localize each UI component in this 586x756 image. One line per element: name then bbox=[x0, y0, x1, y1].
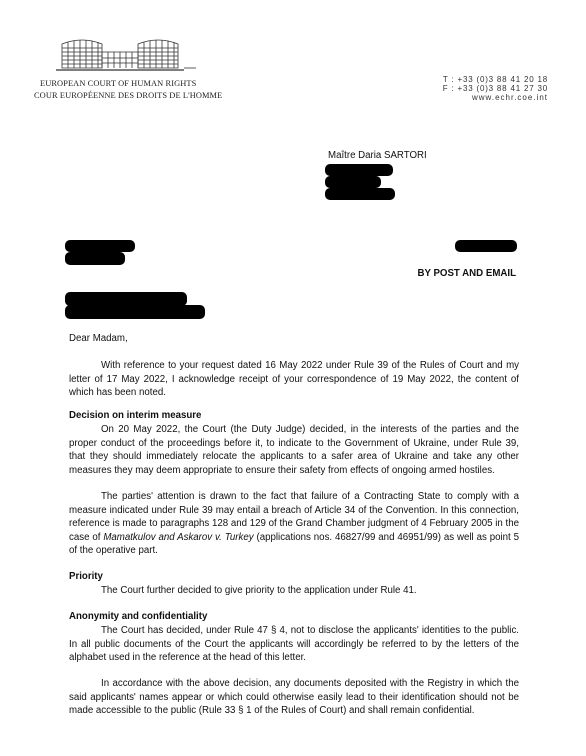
website-link[interactable]: www.echr.coe.int bbox=[471, 93, 548, 102]
redacted-address-line bbox=[325, 176, 381, 188]
anonymity-paragraph-2: In accordance with the above decision, any documents deposited with the Registry in which the said applicants' names appear or which could otherwise easily lead to their identification should not be made accessible to the public (Rule 33 § 1 of the Rules of Court) and shall remain confidential. bbox=[69, 678, 519, 717]
redacted-reference bbox=[65, 252, 125, 265]
interim-p2-text-b: (applications nos. 46827/99 and 46951/99) as well as point 5 of the operative part. bbox=[69, 531, 519, 557]
redacted-date bbox=[455, 240, 517, 252]
heading-anonymity: Anonymity and confidentiality bbox=[69, 611, 208, 622]
interim-paragraph-1: On 20 May 2022, the Court (the Duty Judge) decided, in the interests of the parties and the proper conduct of the proceedings before it, to indicate to the Government of Ukraine, under Rule 39, that they should immediately relocate the applicants to a safer area of Ukraine and take any other measures they may deem appropriate to ensure their safety from effects of ongoing armed hostiles. bbox=[69, 424, 519, 476]
court-name-en: EUROPEAN COURT OF HUMAN RIGHTS bbox=[40, 79, 197, 88]
anonymity-paragraph-1: The Court has decided, under Rule 47 § 4, not to disclose the applicants' identities to the public. In all public documents of the Court the applicants will accordingly be referred to by the letters of the alphabet used in the reference at the head of this letter. bbox=[69, 625, 519, 664]
contact-block bbox=[443, 75, 548, 102]
court-building-icon bbox=[52, 34, 200, 74]
heading-interim-measure: Decision on interim measure bbox=[69, 410, 202, 421]
heading-priority: Priority bbox=[69, 571, 103, 582]
salutation: Dear Madam, bbox=[69, 333, 128, 344]
redacted-application bbox=[65, 305, 205, 319]
phone-number: T : +33 (0)3 88 41 20 18 bbox=[442, 75, 548, 84]
redacted-application bbox=[65, 292, 187, 306]
delivery-method: BY POST AND EMAIL bbox=[417, 268, 516, 279]
recipient-name: Maître Daria SARTORI bbox=[328, 150, 427, 161]
case-name: Mamatkulov and Askarov v. Turkey bbox=[103, 531, 254, 543]
fax-number: F : +33 (0)3 88 41 27 30 bbox=[442, 84, 548, 93]
interim-p2-text-a: The parties' attention is drawn to the fact that failure of a Contracting State to comply with a measure indicated under Rule 39 may entail a breach of Article 34 of the Convention. In this connection, reference is made to paragraphs 128 and 129 of the Grand Chamber judgment of 4 February 2005 in the case of bbox=[69, 491, 519, 543]
interim-paragraph-2 bbox=[69, 490, 519, 558]
redacted-address-line bbox=[325, 188, 395, 200]
intro-paragraph: With reference to your request dated 16 May 2022 under Rule 39 of the Rules of Court and my letter of 17 May 2022, I acknowledge receipt of your correspondence of 19 May 2022, the content of which has been noted. bbox=[69, 360, 519, 399]
redacted-address-line bbox=[325, 164, 393, 176]
court-name-fr: COUR EUROPÉENNE DES DROITS DE L'HOMME bbox=[34, 91, 223, 100]
court-logo bbox=[52, 34, 200, 74]
priority-paragraph: The Court further decided to give priority to the application under Rule 41. bbox=[101, 585, 417, 596]
redacted-reference bbox=[65, 240, 135, 252]
